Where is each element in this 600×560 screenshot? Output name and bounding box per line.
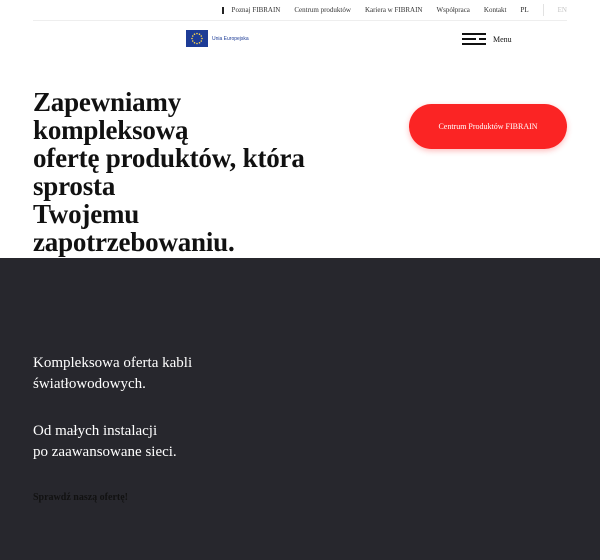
eu-flag-icon [186,30,208,47]
product-center-button[interactable]: Centrum Produktów FIBRAIN [409,104,567,149]
hero-heading-line: ofertę produktów, która [33,143,305,173]
offer-text-line: Kompleksowa oferta kabli [33,355,193,371]
nav-item-label: Poznaj FIBRAIN [231,6,281,14]
hero-heading-line: Zapewniamy kompleksową [33,87,189,145]
top-navigation [33,0,567,21]
offer-text-cables [33,353,192,395]
eu-label: Unia Europejska [212,35,249,42]
language-pl[interactable]: PL [520,6,529,14]
eu-logo[interactable] [186,30,249,47]
hero-heading-line: Twojemu zapotrzebowaniu. [33,199,235,257]
menu-label: Menu [493,34,512,44]
offer-text-line: Od małych instalacji [33,423,158,439]
hero-heading [33,88,333,256]
offer-text-installations [33,421,177,463]
language-en[interactable]: EN [557,6,567,14]
offer-section [0,258,600,560]
menu-icon [462,33,486,45]
nav-item-kontakt[interactable]: Kontakt [483,6,507,14]
nav-marker-icon [222,7,224,14]
offer-text-line: po zaawansowane sieci. [33,444,177,460]
nav-item-wspolpraca[interactable]: Współpraca [436,6,470,14]
language-separator [543,4,544,16]
check-offer-link[interactable]: Sprawdź naszą ofertę! [33,492,128,503]
menu-button[interactable] [462,33,512,45]
offer-text-line: światłowodowych. [33,376,146,392]
nav-item-poznaj-fibrain[interactable] [222,6,281,14]
nav-item-centrum-produktow[interactable]: Centrum produktów [294,6,351,14]
header [0,30,600,50]
hero-heading-line: sprosta [33,171,116,201]
nav-item-kariera[interactable]: Kariera w FIBRAIN [364,6,423,14]
